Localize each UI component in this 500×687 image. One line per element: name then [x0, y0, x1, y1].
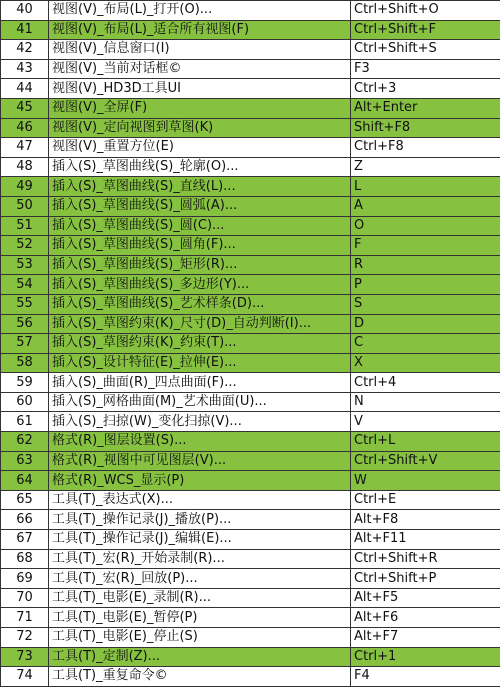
row-number: 44 — [1, 79, 49, 99]
shortcut-key: Ctrl+F8 — [351, 138, 500, 158]
shortcut-key: Ctrl+E — [351, 490, 500, 510]
shortcut-key: P — [351, 275, 500, 295]
table-row — [1, 667, 500, 687]
table-row — [1, 628, 500, 648]
row-number: 70 — [1, 588, 49, 608]
table-row — [1, 530, 500, 550]
table-row — [1, 569, 500, 589]
row-number: 42 — [1, 40, 49, 60]
row-number: 59 — [1, 373, 49, 393]
table-row — [1, 236, 500, 256]
row-number: 62 — [1, 432, 49, 452]
row-number: 43 — [1, 59, 49, 79]
shortcut-key: Ctrl+Shift+P — [351, 569, 500, 589]
table-row — [1, 510, 500, 530]
menu-command: 格式(R)_WCS_显示(P) — [49, 471, 351, 491]
shortcut-key: Shift+F8 — [351, 118, 500, 138]
shortcut-key: R — [351, 255, 500, 275]
menu-command: 工具(T)_重复命令© — [49, 667, 351, 687]
shortcut-key: Ctrl+Shift+O — [351, 1, 500, 21]
row-number: 60 — [1, 392, 49, 412]
row-number: 46 — [1, 118, 49, 138]
row-number: 57 — [1, 334, 49, 354]
shortcut-key: V — [351, 412, 500, 432]
menu-command: 格式(R)_图层设置(S)... — [49, 432, 351, 452]
shortcut-key: W — [351, 471, 500, 491]
table-row — [1, 1, 500, 21]
row-number: 51 — [1, 216, 49, 236]
menu-command: 插入(S)_草图曲线(S)_艺术样条(D)... — [49, 294, 351, 314]
table-row — [1, 40, 500, 60]
row-number: 40 — [1, 1, 49, 21]
menu-command: 视图(V)_布局(L)_打开(O)... — [49, 1, 351, 21]
row-number: 49 — [1, 177, 49, 197]
menu-command: 工具(T)_定制(Z)... — [49, 647, 351, 667]
menu-command: 格式(R)_视图中可见图层(V)... — [49, 451, 351, 471]
menu-command: 工具(T)_电影(E)_停止(S) — [49, 628, 351, 648]
row-number: 47 — [1, 138, 49, 158]
menu-command: 工具(T)_操作记录(J)_播放(P)... — [49, 510, 351, 530]
table-row — [1, 275, 500, 295]
row-number: 74 — [1, 667, 49, 687]
shortcut-key: Alt+F11 — [351, 530, 500, 550]
shortcut-key: C — [351, 334, 500, 354]
shortcut-key: F3 — [351, 59, 500, 79]
table-row — [1, 334, 500, 354]
menu-command: 插入(S)_草图曲线(S)_矩形(R)... — [49, 255, 351, 275]
menu-command: 插入(S)_草图曲线(S)_直线(L)... — [49, 177, 351, 197]
table-row — [1, 79, 500, 99]
menu-command: 插入(S)_草图曲线(S)_轮廓(O)... — [49, 157, 351, 177]
shortcut-key: Alt+Enter — [351, 98, 500, 118]
table-row — [1, 98, 500, 118]
table-row — [1, 353, 500, 373]
table-row — [1, 588, 500, 608]
shortcut-key: Alt+F6 — [351, 608, 500, 628]
shortcut-table-body — [1, 1, 500, 687]
shortcut-key: Ctrl+4 — [351, 373, 500, 393]
row-number: 41 — [1, 20, 49, 40]
menu-command: 插入(S)_网格曲面(M)_艺术曲面(U)... — [49, 392, 351, 412]
shortcut-key: N — [351, 392, 500, 412]
table-row — [1, 20, 500, 40]
shortcut-key: O — [351, 216, 500, 236]
table-row — [1, 549, 500, 569]
row-number: 50 — [1, 196, 49, 216]
row-number: 64 — [1, 471, 49, 491]
table-row — [1, 177, 500, 197]
menu-command: 插入(S)_扫掠(W)_变化扫掠(V)... — [49, 412, 351, 432]
shortcut-key: Ctrl+1 — [351, 647, 500, 667]
menu-command: 工具(T)_宏(R)_开始录制(R)... — [49, 549, 351, 569]
row-number: 61 — [1, 412, 49, 432]
row-number: 72 — [1, 628, 49, 648]
table-row — [1, 157, 500, 177]
menu-command: 插入(S)_草图曲线(S)_圆(C)... — [49, 216, 351, 236]
menu-command: 工具(T)_宏(R)_回放(P)... — [49, 569, 351, 589]
row-number: 53 — [1, 255, 49, 275]
shortcut-key: Ctrl+Shift+F — [351, 20, 500, 40]
menu-command: 视图(V)_HD3D工具UI — [49, 79, 351, 99]
shortcut-key: A — [351, 196, 500, 216]
shortcut-key: Ctrl+3 — [351, 79, 500, 99]
menu-command: 工具(T)_电影(E)_录制(R)... — [49, 588, 351, 608]
table-row — [1, 196, 500, 216]
menu-command: 视图(V)_布局(L)_适合所有视图(F) — [49, 20, 351, 40]
menu-command: 工具(T)_操作记录(J)_编辑(E)... — [49, 530, 351, 550]
table-row — [1, 647, 500, 667]
table-row — [1, 314, 500, 334]
table-row — [1, 216, 500, 236]
table-row — [1, 373, 500, 393]
row-number: 56 — [1, 314, 49, 334]
shortcut-key: Ctrl+Shift+V — [351, 451, 500, 471]
shortcut-key: F4 — [351, 667, 500, 687]
table-row — [1, 294, 500, 314]
row-number: 55 — [1, 294, 49, 314]
row-number: 73 — [1, 647, 49, 667]
menu-command: 视图(V)_信息窗口(I) — [49, 40, 351, 60]
menu-command: 插入(S)_草图曲线(S)_圆角(F)... — [49, 236, 351, 256]
menu-command: 插入(S)_草图约束(K)_约束(T)... — [49, 334, 351, 354]
row-number: 63 — [1, 451, 49, 471]
table-row — [1, 255, 500, 275]
row-number: 65 — [1, 490, 49, 510]
table-row — [1, 118, 500, 138]
row-number: 58 — [1, 353, 49, 373]
menu-command: 插入(S)_草图约束(K)_尺寸(D)_自动判断(I)... — [49, 314, 351, 334]
shortcut-key: Alt+F5 — [351, 588, 500, 608]
row-number: 68 — [1, 549, 49, 569]
shortcut-key: F — [351, 236, 500, 256]
table-row — [1, 490, 500, 510]
table-row — [1, 412, 500, 432]
table-row — [1, 451, 500, 471]
row-number: 52 — [1, 236, 49, 256]
shortcut-key: Ctrl+Shift+S — [351, 40, 500, 60]
row-number: 54 — [1, 275, 49, 295]
row-number: 48 — [1, 157, 49, 177]
menu-command: 插入(S)_设计特征(E)_拉伸(E)... — [49, 353, 351, 373]
menu-command: 插入(S)_草图曲线(S)_多边形(Y)... — [49, 275, 351, 295]
menu-command: 插入(S)_草图曲线(S)_圆弧(A)... — [49, 196, 351, 216]
row-number: 69 — [1, 569, 49, 589]
shortcut-key: D — [351, 314, 500, 334]
shortcut-key: Alt+F8 — [351, 510, 500, 530]
table-row — [1, 138, 500, 158]
table-row — [1, 608, 500, 628]
shortcut-key: Ctrl+Shift+R — [351, 549, 500, 569]
row-number: 45 — [1, 98, 49, 118]
shortcut-key: X — [351, 353, 500, 373]
menu-command: 工具(T)_电影(E)_暂停(P) — [49, 608, 351, 628]
shortcut-key: Alt+F7 — [351, 628, 500, 648]
shortcut-key: S — [351, 294, 500, 314]
menu-command: 插入(S)_曲面(R)_四点曲面(F)... — [49, 373, 351, 393]
table-row — [1, 432, 500, 452]
table-row — [1, 392, 500, 412]
menu-command: 视图(V)_重置方位(E) — [49, 138, 351, 158]
row-number: 71 — [1, 608, 49, 628]
table-row — [1, 59, 500, 79]
menu-command: 视图(V)_全屏(F) — [49, 98, 351, 118]
row-number: 66 — [1, 510, 49, 530]
shortcut-key: L — [351, 177, 500, 197]
shortcut-key: Ctrl+L — [351, 432, 500, 452]
shortcut-key: Z — [351, 157, 500, 177]
menu-command: 视图(V)_当前对话框© — [49, 59, 351, 79]
menu-command: 工具(T)_表达式(X)... — [49, 490, 351, 510]
row-number: 67 — [1, 530, 49, 550]
table-row — [1, 471, 500, 491]
menu-command: 视图(V)_定向视图到草图(K) — [49, 118, 351, 138]
